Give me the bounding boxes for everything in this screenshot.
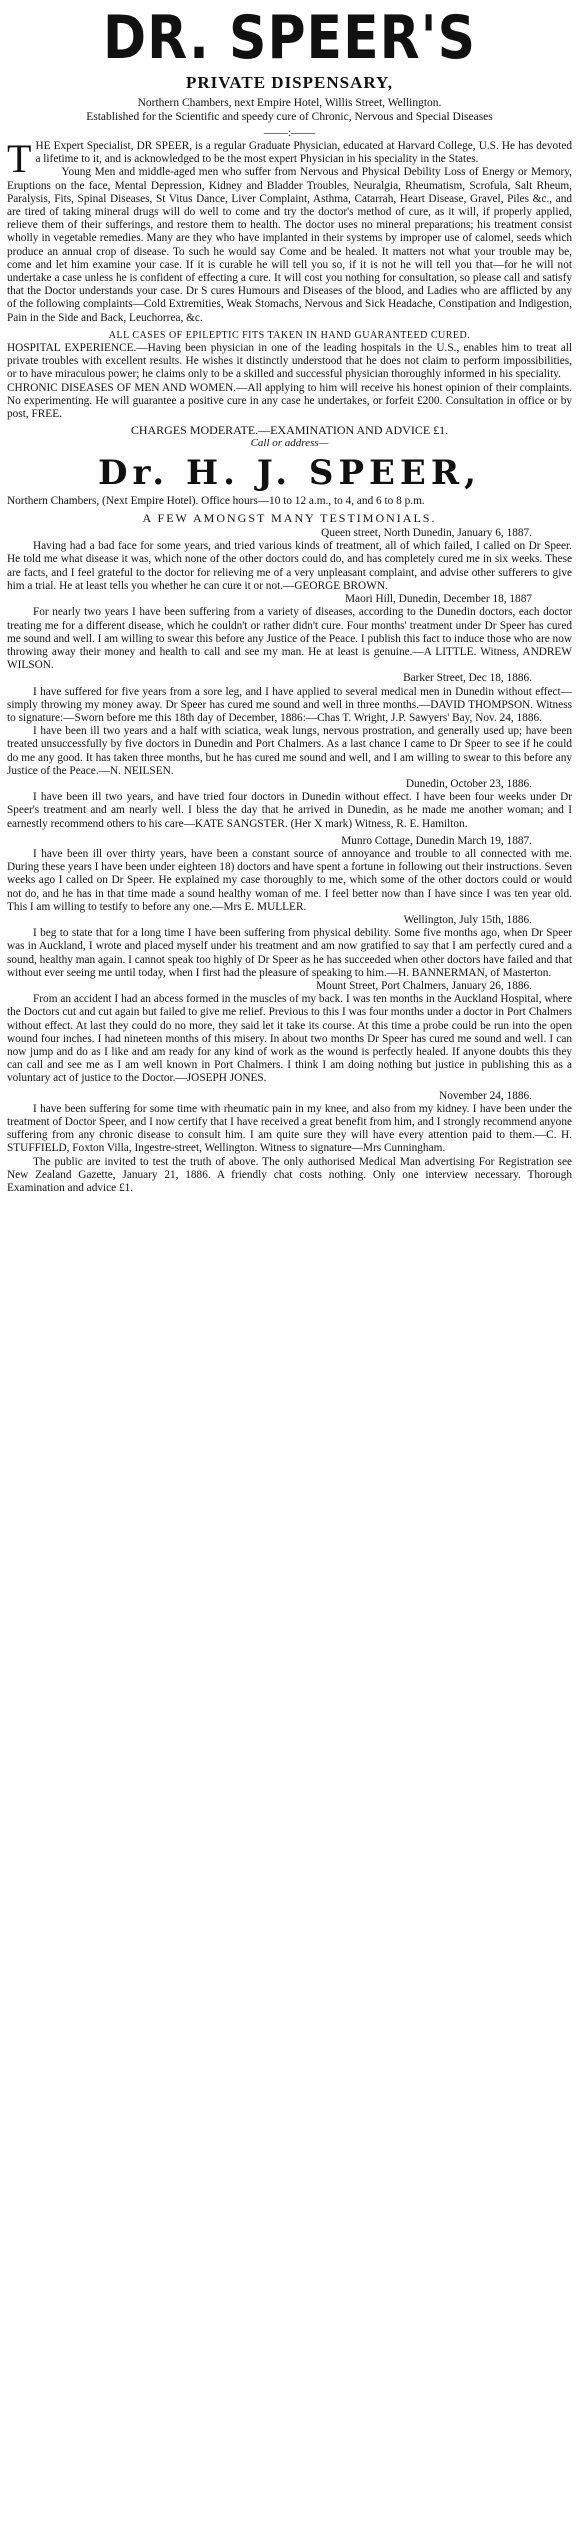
testimonial-text: Having had a bad face for some years, and tried various kinds of treatment, all of which failed, I called on Dr Speer. He told me what disease it was, which none of the other doctors could do, and has completely cured me in six weeks. These are facts, and I feel grateful to the doctor for relieving me of a very unpleasant complaint, and advise other sufferers to give him a trial. He at least tells you whether he can cure it or not.—GEORGE BROWN. (7, 540, 572, 592)
drop-cap: T (7, 136, 32, 181)
charges-line: CHARGES MODERATE.—EXAMINATION AND ADVICE £1. (130, 423, 449, 438)
established-line: Established for the Scientific and speedy cure of Chronic, Nervous and Special Diseases (86, 111, 493, 123)
testimonial-text: From an accident I had an abcess formed in the muscles of my back. I was ten months in the Auckland Hospital, where the Doctors cut and cut again but failed to give me relief. Previous to this I was four months under a doctor in Port Chalmers without effect. At last they could do no more, they said let it take its course. At this time a probe could be run into the open wound four inches. I had nineteen months of this misery. In about two months Dr Speer has cured me sound and well. I can now jump and do as I like and am ready for any kind of work as the wound is perfectly healed. If anyone doubts this they can call and see me as I am well known in Port Chalmers. I think I am doing nothing but justice in publishing this as a voluntary act of justice to the Doctor.—JOSEPH JONES. (7, 993, 572, 1085)
ornament-rule: ——:—— (263, 125, 316, 139)
closing-paragraph: The public are invited to test the truth of above. The only authorised Medical Man advertising For Registration see New Zealand Gazette, January 21, 1886. A friendly chat costs nothing. Only one interview necessary. Thorough Examination and advice £1. (7, 1155, 572, 1195)
testimonial-dateline: Dunedin, October 23, 1886. (405, 777, 532, 790)
testimonial-text: I have been ill two years, and have tried four doctors in Dunedin without effect. I have been four weeks under Dr Speer's treatment and am nearly well. I bless the day that he arrived in Dunedin, as he made me another woman; and I earnestly recommend others to his care—KATE SANGSTER. (Her X mark) Witness, R. E. Hamilton. (7, 791, 572, 830)
hospital-paragraph: HOSPITAL EXPERIENCE.—Having been physician in one of the leading hospitals in the U.S., enables him to treat all private troubles with excellent results. He wishes it distinctly understood that he does not claim to perform impossibilities, or to have miraculous power; he claims only to be a skilled and successful physician thoroughly informed in his speciality. (7, 342, 572, 381)
testimonial-text: I have been suffering for some time with rheumatic pain in my knee, and also from my kidney. I have been under the treatment of Doctor Speer, and I now certify that I have received a great benefit from him, and I strongly recommend anyone suffering from any chronic disease to consult him. I am quite sure they will have every attention paid to them.—C. H. STUFFIELD, Foxton Villa, Ingestre-street, Wellington. Witness to signature—Mrs Cunningham. (7, 1102, 572, 1155)
testimonial-text: I beg to state that for a long time I have been suffering from physical debility. Some five months ago, when Dr Speer was in Auckland, I wrote and placed myself under his treatment and am now gratified to say that I am perfectly cured and a sound, healthy man again. I cannot speak too highly of Dr Speer as he has succeeded when other doctors have failed and that without ever seeing me until today, when I first had the pleasure of speaking to him.—H. BANNERMAN, of Masterton. (7, 927, 572, 979)
doctor-name: Dr. H. J. SPEER, (98, 452, 481, 493)
testimonial-dateline: Queen street, North Dunedin, January 6, 1887. (321, 527, 532, 540)
chronic-paragraph: CHRONIC DISEASES OF MEN AND WOMEN.—All applying to him will receive his honest opinion of their complaints. No experimenting. He will guarantee a positive cure in any case he undertakes, or forfeit £200. Consultation in office or by post, FREE. (7, 381, 572, 421)
address-line: Northern Chambers, next Empire Hotel, Willis Street, Wellington. (137, 97, 442, 109)
testimonial-dateline: Mount Street, Port Chalmers, January 26, 1886. (316, 979, 532, 992)
testimonials-heading: A FEW AMONGST MANY TESTIMONIALS. (142, 510, 437, 525)
testimonial-text: I have been ill two years and a half with sciatica, weak lungs, nervous prostration, and generally used up; have been treated unsuccessfully by five doctors in Dunedin and Port Chalmers. As a last chance I came to Dr Speer to see if he could do me any good. It has taken three months, but he has cured me sound and well, and I am willing to swear to this before any Justice of the Peace.—N. NEILSEN. (7, 725, 572, 777)
office-hours: Northern Chambers, (Next Empire Hotel). Office hours—10 to 12 a.m., to 4, and 6 to 8 p.m. (7, 494, 425, 507)
intro-paragraph (7, 136, 572, 181)
intro-text: HE Expert Specialist, DR SPEER, is a regular Graduate Physician, educated at Harvard College, U.S. He has devoted a lifetime to it, and is acknowledged to be the most expert Physician in his speciality in the States. (35, 140, 572, 166)
testimonial-dateline: November 24, 1886. (439, 1089, 532, 1102)
testimonial-text: I have been ill over thirty years, have been a constant source of annoyance and trouble to all connected with me. During these years I have been under eighteen 18) doctors and have spent a fortune in following out their instructions. Seven weeks ago I called on Dr Speer. He explained my case thoroughly to me, which some of the other doctors could or would not do, and he has in that time made a sound healthy woman of me. I feel better now than I have since I was ten year old. This I am willing to testify to before any one.—Mrs E. MULLER. (7, 847, 572, 913)
epileptic-notice: ALL CASES OF EPILEPTIC FITS TAKEN IN HAND GUARANTEED CURED. (108, 329, 471, 341)
conditions-paragraph: Young Men and middle-aged men who suffer from Nervous and Physical Debility Loss of Energy or Memory, Eruptions on the face, Mental Depression, Kidney and Bladder Troubles, Neuralgia, Rheumatism, Scrofula, Salt Rheum, Paralysis, Fits, Spinal Diseases, St Vitus Dance, Liver Complaint, Asthma, Catarrah, Heart Disease, Gravel, Piles &c., and are tired of taking mineral drugs will do well to come and try the doctor's method of cure, as it will, if properly applied, relieve them of their sufferings, and restore them to health. The doctor uses no mineral preparations; his treatment consist wholly in vegetable remedies. Many are they who have implanted in their systems by improper use of calomel, seeds which produce an annual crop of disease. To such he would say Come and be healed. It matters not what your trouble may be, come and let him examine your case. If it is curable he will tell you so, if it is not he will tell you that—for he will not undertake a case unless he is confident of effecting a cure. It will cost you nothing for consultation, so please call and satisfy that the Doctor understands your case. Dr S cures Humours and Diseases of the blood, and Ladies who are afflicted by any of the following complaints—Cold Extremities, Weak Stomachs, Nervous and Sick Headache, Constipation and Indigestion, Pain in the Side and Back, Leuchorrea, &c. (7, 166, 572, 324)
testimonial-dateline: Maori Hill, Dunedin, December 18, 1887 (345, 593, 532, 606)
testimonial-dateline: Barker Street, Dec 18, 1886. (403, 672, 532, 685)
ad-subtitle: PRIVATE DISPENSARY, (185, 73, 394, 92)
testimonial-dateline: Munro Cottage, Dunedin March 19, 1887. (341, 834, 532, 847)
testimonial-dateline: Wellington, July 15th, 1886. (403, 913, 532, 926)
ad-title: DR. SPEER'S (102, 3, 477, 73)
call-address-line: Call or address— (250, 437, 329, 450)
testimonial-text: I have suffered for five years from a sore leg, and I have applied to several medical men in Dunedin without effect—simply throwing my money away. Dr Speer has cured me sound and well in three months.—DAVID THOMPSON. Witness to signature:—Sworn before me this 18th day of December, 1886:—Chas T. Wright, J.P. Sawyers' Bay, Nov. 24, 1886. (7, 685, 572, 724)
testimonial-text: For nearly two years I have been suffering from a variety of diseases, according to the Dunedin doctors, each doctor treating me for a different disease, which he couldn't or rather didn't cure. Four months' treatment under Dr Speer has cured me sound and well. I am willing to swear this before any Justice of the Peace. I publish this fact to induce those who are now throwing away their money and health to call and see my man. He at least is genuine.—A LITTLE. Witness, ANDREW WILSON. (7, 606, 573, 672)
